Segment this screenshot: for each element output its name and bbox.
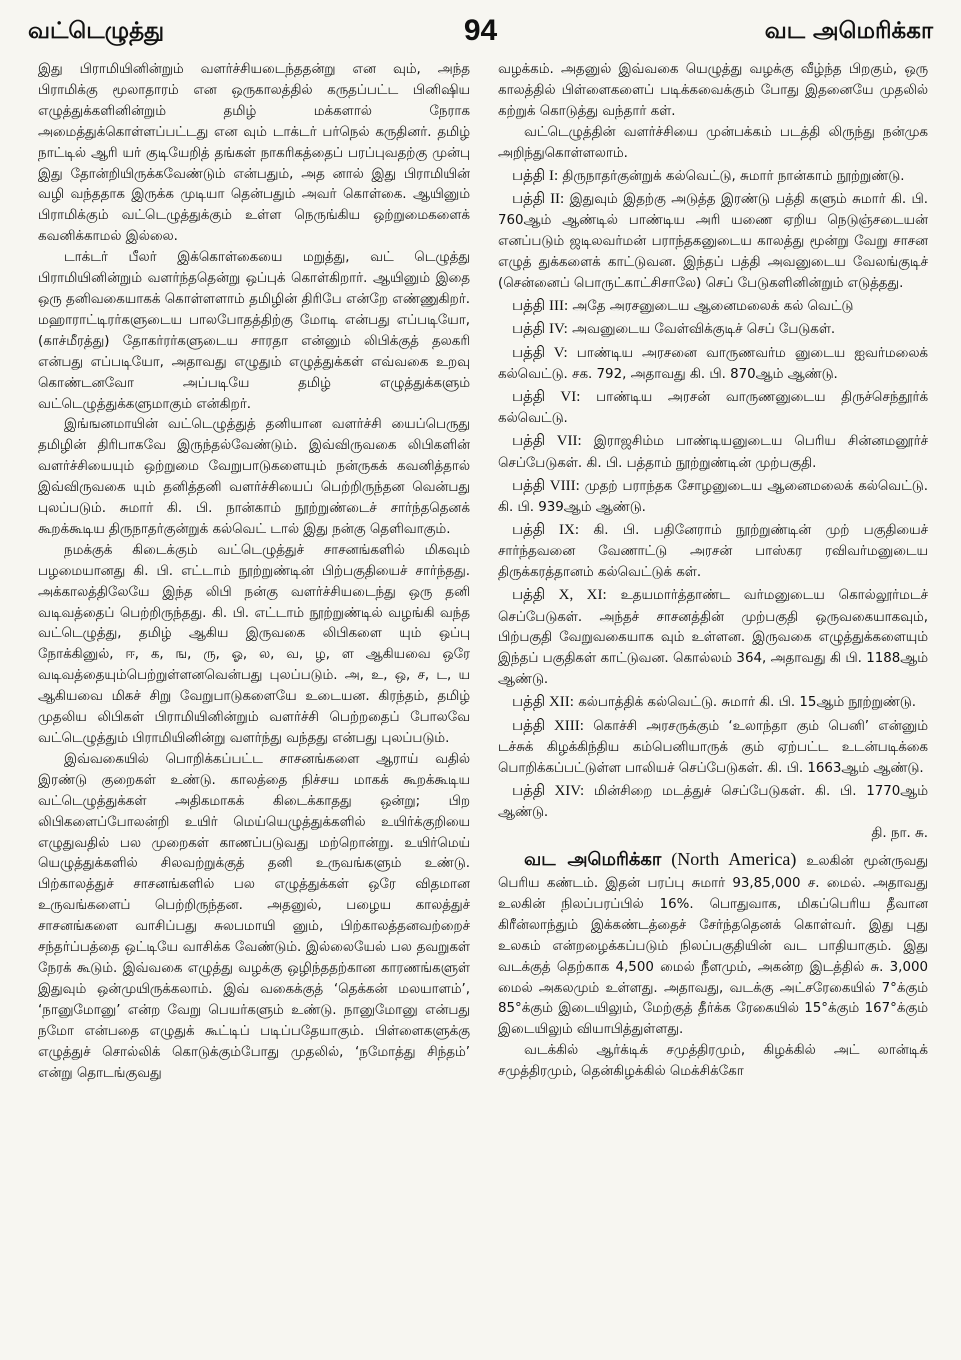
section-label: பத்தி III: [512, 297, 569, 314]
running-head-left: வட்டெழுத்து [28, 18, 165, 44]
section-label: பத்தி IV: [512, 321, 568, 338]
plate-section [498, 188, 928, 295]
paragraph: வழக்கம். அதனுல் இவ்வகை யெழுத்து வழக்கு வீழ்ந்த பிறகும், ஒரு காலத்தில் பிள்ளைகளைப் படிக்கவைக்கும் போது இதனையே முதலில் கற்றுக் கொடுத்து வந்தார் கள். [498, 62, 928, 119]
entry-text: உலகின் மூன்ருவது பெரிய கண்டம். இதன் பரப்பு சுமார் 93,85,000 ச. மைல். அதாவது உலகின் நிலப்பரப்பில் 16%. பொதுவாக, மிகப்பெரிய தீவான கிரீன்லாந்தும் இக்கண்டத்தைச் சேர்ந்ததெனக் கொள்வர். இது புது உலகம் என்றழைக்கப்படும் நிலப்பகுதியின் வட பாதியாகும். இது வடக்குத் தெற்காக 4,500 மைல் நீளமும், அகன்ற இடத்தில் சு. 3,000 மைல் அகலமும் உள்ளது. அதாவது, வடக்கு அட்சரேகையில் 7°க்கும் 85°க்கும் இடையிலும், மேற்குத் தீர்க்க ரேகையில் 15°க்கும் 167°க்கும் இடையிலும் வியாபித்துள்ளது. [498, 853, 928, 1038]
section-text: திருநாதர்குன்றுக் கல்வெட்டு, சுமார் நான்காம் நூற்றுண்டு. [562, 168, 905, 184]
section-label: பத்தி V: [512, 344, 568, 361]
section-label: பத்தி II: [512, 190, 565, 207]
plate-section [498, 584, 928, 691]
plate-section [498, 475, 928, 519]
section-text: பாண்டிய அரசனை வாருணவர்ம னுடைய ஐவர்மலைக் கல்வெட்டு. சக. 792, அதாவது கி. பி. 870ஆம் ஆண்டு. [498, 345, 928, 383]
plate-section [498, 780, 928, 824]
plate-section [498, 295, 928, 318]
plate-section [498, 318, 928, 341]
right-column [498, 60, 928, 1350]
section-label: பத்தி X, XI: [512, 587, 607, 604]
page-header [28, 14, 933, 50]
section-text: மின்சிறை மடத்துச் செப்பேடுகள். கி. பி. 1770ஆம் ஆண்டு. [498, 783, 928, 821]
plate-section [498, 715, 928, 780]
section-text: அதே அரசனுடைய ஆனைமலைக் கல் வெட்டு [572, 298, 854, 314]
paragraph: வட்டெழுத்தின் வளர்ச்சியை முன்பக்கம் படத்தி லிருந்து நன்முக அறிந்துகொள்ளலாம். [498, 124, 928, 161]
section-label: பத்தி XIII: [512, 717, 584, 734]
section-label: பத்தி VII: [512, 433, 582, 450]
plate-section [498, 342, 928, 386]
plate-section [498, 691, 928, 714]
entry-headword: வட அமெரிக்கா [524, 848, 662, 870]
section-text: முதற் பராந்தக சோழனுடைய ஆனைமலைக் கல்வெட்டு. கி. பி. 939ஆம் ஆண்டு. [498, 478, 928, 515]
encyclopedia-entry [498, 845, 928, 1041]
paragraph: வடக்கில் ஆர்க்டிக் சமுத்திரமும், கிழக்கில் அட் லான்டிக் சமுத்திரமும், தென்கிழக்கில் மெக்சிக்கோ [498, 1043, 928, 1080]
plate-section [498, 165, 928, 188]
plate-section [498, 519, 928, 584]
section-label: பத்தி XII: [512, 694, 574, 711]
section-text: கொச்சி அரசருக்கும் ‘உலாந்தா கும் பெனி’ என்னும் டச்சுக் கிழக்கிந்திய கம்பெனியாருக் கும் ஏற்பட்ட உடன்படிக்கை பொறிக்கப்பட்டுள்ள பாலியச் செப்பேடுகள். கி. பி. 1663ஆம் ஆண்டு. [498, 718, 928, 776]
running-head-right: வட அமெரிக்கா [764, 18, 933, 44]
section-label: பத்தி I: [512, 167, 559, 184]
paragraph: நமக்குக் கிடைக்கும் வட்டெழுத்துச் சாசனங்களில் மிகவும் பழமையானது கி. பி. எட்டாம் நூற்றுண்டின் பிற்பகுதியைச் சார்ந்தது. அக்காலத்திலேயே இந்த லிபி நன்கு வளர்ச்சியடைந்து ஒரு தனி வடிவத்தைப் பெற்றிருந்தது. கி. பி. எட்டாம் நூற்றுண்டில் வழங்கி வந்த வட்டெழுத்து, தமிழ் ஆகிய இருவகை லிபிகளை யும் ஒப்பு நோக்கினுல், ஈ, க, ங, ரு, ஓ, ல, வ, ழ, ள ஆகியவை ஒரே வடிவத்தையும்பெற்றுள்ளனவென்பது புலப்படும். அ, உ, ஒ, ச, ட, ய ஆகியவை மிகச் சிறு வேறுபாடுகளையே உடையன. கிரந்தம், தமிழ் முதலிய லிபிகள் பிராமியினின்றும் வளர்ச்சி பெற்றதைப் போலவே வட்டெழுத்தும் பிராமியினின்று வளர்ந்து வந்தது என்பது புலப்படும். [38, 542, 470, 746]
paragraph: இங்ஙனமாயின் வட்டெழுத்துத் தனியான வளர்ச்சி யைப்பெருது தமிழின் திரிபாகவே இருந்தல்வேண்டும். இவ்விருவகை லிபிகளின் வளர்ச்சியையும் ஒற்றுமை வேறுபாடுகளையும் நன்ருகக் கவனித்தால் இவ்விருவகை யும் தனித்தனி வளர்ச்சியைப் பெற்றிருந்தன வென்பது புலப்படும். சுமார் கி. பி. நான்காம் நூற்றுண்டைச் சார்ந்ததெனக் கூறக்கூடிய திருநாதர்குன்றுக் கல்வெட் டால் இது நன்கு தெளிவாகும். [38, 417, 470, 537]
page-number: 94 [463, 14, 498, 47]
paragraph: இது பிராமியினின்றும் வளர்ச்சியடைந்ததன்று என வும், அந்த பிராமிக்கு மூலாதாரம் என ஒருகாலத்தில் கருதப்பட்ட பினிஷிய எழுத்துக்களினின்றும் தமிழ் மக்களால் நேராக அமைத்துக்கொள்ளப்பட்டது என வும் டாக்டர் பர்நெல் கருதினர். தமிழ் நாட்டில் ஆரி யர் குடியேறித் தங்கள் நாகரிகத்தைப் பரப்புவதற்கு முன்பு இது தோன்றியிருக்கவேண்டும் என்பதும், அத னால் இது பிராமியின் வழி வந்ததாக இருக்க முடியா தென்பதும் அவர் கொள்கை. ஆயினும் பிராமிக்கும் வட்டெழுத்துக்கும் உள்ள நெருங்கிய ஒற்றுமைகளைக் கவனிக்காமல் இல்லை. [38, 62, 470, 245]
section-label: பத்தி VIII: [512, 477, 580, 494]
plate-section [498, 386, 928, 430]
section-text: இராஜசிம்ம பாண்டியனுடைய பெரிய சின்னமனூர்ச் செப்பேடுகள். கி. பி. பத்தாம் நூற்றுண்டின் முற்பகுதி. [498, 434, 928, 471]
section-text: இதுவும் இதற்கு அடுத்த இரண்டு பத்தி களும் சுமார் கி. பி. 760ஆம் ஆண்டில் பாண்டிய அரி யணை ஏறிய நெடுஞ்சடையன் எனப்படும் ஜடிலவர்மன் பராந்தகனுடைய காலத்து மூன்று வேறு சாசன எழுத் துக்களைக் காட்டுவன. இந்தப் பத்தி அவனுடைய வேலங்குடிச் (சென்னைப் பொருட்காட்சிசாலே) செப் பேடுகளினின்றும் எடுத்தது. [498, 191, 928, 292]
left-column [38, 60, 470, 1350]
section-text: கி. பி. பதினேராம் நூற்றுண்டின் முற் பகுதியைச் சார்ந்தவனை வேணாட்டு அரசன் பாஸ்கர ரவிவர்மனுடைய திருக்கரத்தானம் கல்வெட்டுக் கள். [498, 522, 928, 581]
plate-section [498, 430, 928, 474]
section-text: உதயமார்த்தாண்ட வர்மனுடைய கொல்லூர்மடச் செப்பேடுகள். அந்தச் சாசனத்தின் முற்பகுதி ஒருவகையாகவும், பிற்பகுதி வேறுவகையாக வும் உள்ளன. இருவகை எழுத்துக்களையும் இந்தப் பகுதிகள் காட்டுவன. கொல்லம் 364, அதாவது கி பி. 1188ஆம் ஆண்டு. [498, 588, 928, 688]
section-text: அவனுடைய வேள்விக்குடிச் செப் பேடுகள். [572, 322, 836, 338]
author-signature: தி. நா. சு. [871, 826, 928, 842]
section-text: பாண்டிய அரசன் வாருணனுடைய திருச்செந்தூர்க் கல்வெட்டு. [498, 390, 928, 427]
paragraph: டாக்டர் பீலர் இக்கொள்கையை மறுத்து, வட் டெழுத்து பிராமியினின்றும் வளர்ந்ததென்று ஒப்புக் கொள்கிறார். ஆயினும் இதை ஒரு தனிவகையாகக் கொள்ளளாம் தமிழின் திரிபே என்றே எண்ணுகிறர். மஹாராட்டிரர்களுடைய பாலபோதத்திற்கு மோடி என்பது எப்படியோ, (காச்மீரத்து) தோகர்ரர்களுடைய சாரதா என்னும் லிபிக்குத் தலகரி என்பது எப்படியோ, அதாவது எழுதும் எழுத்துக்கள் எவ்வகை உறவு கொண்டனவோ அப்படியே தமிழ் எழுத்துக்களும் வட்டெழுத்துக்களுமாகும் என்கிறர். [38, 250, 470, 412]
section-label: பத்தி IX: [512, 521, 580, 538]
section-text: கல்பாத்திக் கல்வெட்டு. சுமார் கி. பி. 15ஆம் நூற்றுண்டு. [578, 695, 917, 711]
section-label: பத்தி XIV: [512, 782, 585, 799]
section-label: பத்தி VI: [512, 389, 581, 406]
entry-english-name: (North America) [671, 848, 797, 869]
paragraph: இவ்வகையில் பொறிக்கப்பட்ட சாசனங்களை ஆராய் வதில் இரண்டு குறைகள் உண்டு. காலத்தை நிச்சய மாகக் கூறக்கூடிய வட்டெழுத்துக்கள் அதிகமாகக் கிடைக்காதது ஒன்று; பிற லிபிகளைப்போலன்றி உயிர் மெய்யெழுத்துக்களில் உயிர்க்குறியை எழுதுவதில் பல முறைகள் காணப்படுவது மற்றொன்று. உயிர்மெய் யெழுத்துக்களில் சிலவற்றுக்குத் தனி உருவங்களும் உண்டு. பிற்காலத்துச் சாசனங்களில் பல எழுத்துக்கள் ஒரே விதமான உருவங்களைப் பெற்றிருந்தன. அதனுல், பழைய காலத்துச் சாசனங்களை வாசிப்பது சுலபமாயி னும், பிற்காலத்தனவற்றைச் சந்தர்ப்பத்தை ஒட்டியே வாசிக்க வேண்டும். இல்லையேல் பல தவறுகள் நேரக் கூடும். இவ்வகை எழுத்து வழக்கு ஒழிந்ததற்கான காரணங்களுள் இதுவும் ஒன்முயிருக்கலாம். இவ் வகைக்குத் ‘தெக்கன் மலயாளம்’, ‘நானுமோனு’ என்ற வேறு பெயர்களும் உண்டு. நானுமோனு என்பது நமோ என்பதை எழுதுக் கூட்டிப் படிப்பதேயாகும். பிள்ளைகளுக்கு எழுத்துச் சொல்லிக் கொடுக்கும்போது முதலில், ‘நமோத்து சிந்தம்’ என்று தொடங்குவது [38, 751, 470, 1081]
